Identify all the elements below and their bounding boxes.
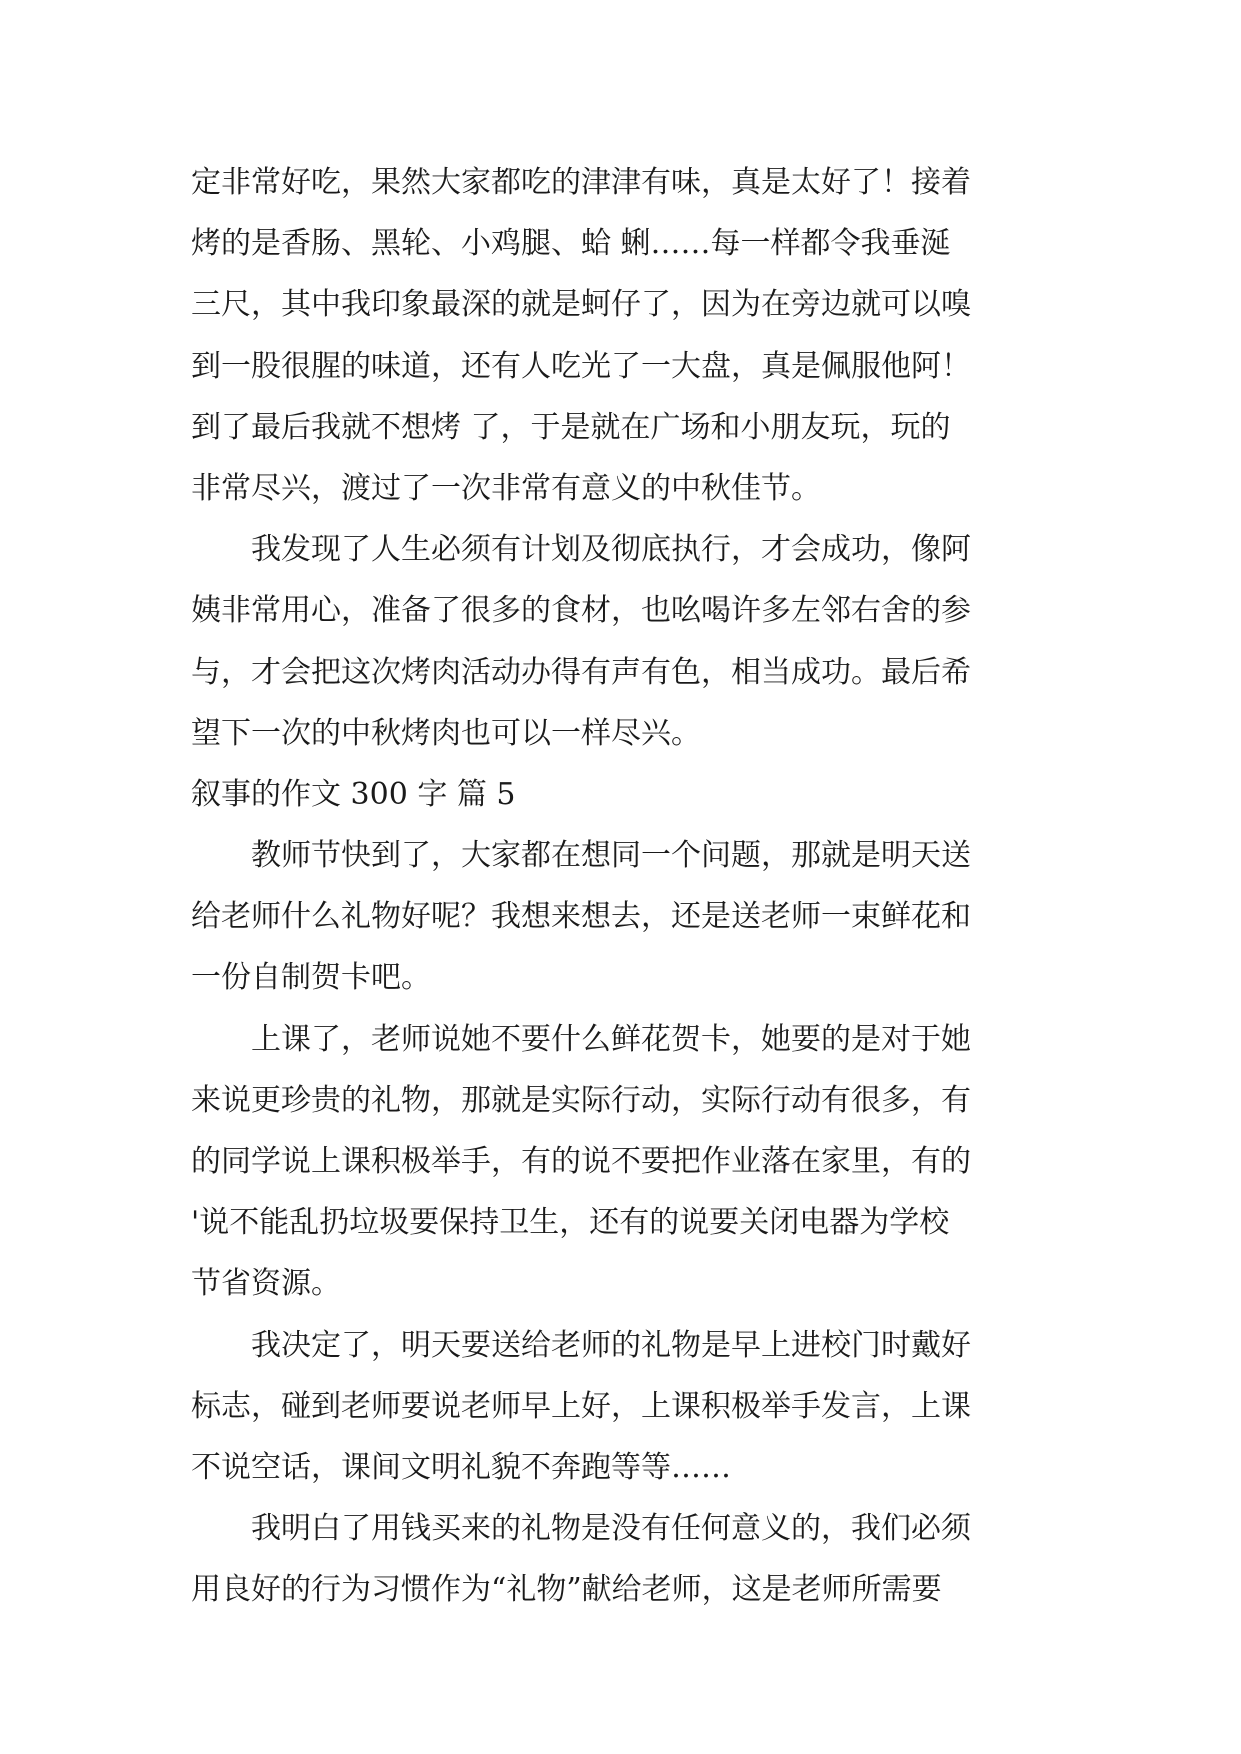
paragraph-first-line: 上课了，老师说她不要什么鲜花贺卡，她要的是对于她 (251, 1021, 971, 1057)
text-line: '说不能乱扔垃圾要保持卫生，还有的说要关闭电器为学校 (191, 1205, 950, 1241)
paragraph-first-line: 我明白了用钱买来的礼物是没有任何意义的，我们必须 (251, 1511, 971, 1547)
text-line: 一份自制贺卡吧。 (191, 960, 431, 996)
text-line: 到一股很腥的味道，还有人吃光了一大盘，真是佩服他阿！ (191, 348, 971, 384)
text-line: 不说空话，课间文明礼貌不奔跑等等…… (191, 1449, 731, 1485)
text-line: 节省资源。 (191, 1266, 341, 1302)
text-line: 非常尽兴，渡过了一次非常有意义的中秋佳节。 (191, 470, 821, 506)
text-line: 用良好的行为习惯作为“礼物”献给老师，这是老师所需要 (191, 1572, 942, 1608)
text-line: 的同学说上课积极举手，有的说不要把作业落在家里，有的 (191, 1144, 971, 1179)
section-heading: 叙事的作文 300 字 篇 5 (191, 776, 516, 812)
text-line: 三尺，其中我印象最深的就是蚵仔了，因为在旁边就可以嗅 (191, 287, 971, 323)
text-line: 姨非常用心，准备了很多的食材，也吆喝许多左邻右舍的参 (191, 593, 971, 629)
text-line: 与，才会把这次烤肉活动办得有声有色，相当成功。最后希 (191, 654, 971, 690)
text-line: 望下一次的中秋烤肉也可以一样尽兴。 (191, 715, 701, 751)
text-line: 定非常好吃，果然大家都吃的津津有味，真是太好了！接着 (191, 165, 971, 200)
document-body (191, 152, 1051, 1621)
text-line: 给老师什么礼物好呢？我想来想去，还是送老师一束鲜花和 (191, 899, 971, 935)
paragraph-first-line: 教师节快到了，大家都在想同一个问题，那就是明天送 (251, 838, 971, 874)
paragraph-first-line: 我发现了人生必须有计划及彻底执行，才会成功，像阿 (251, 532, 971, 568)
text-line: 到了最后我就不想烤 了，于是就在广场和小朋友玩，玩的 (191, 409, 951, 445)
paragraph-first-line: 我决定了，明天要送给老师的礼物是早上进校门时戴好 (251, 1327, 971, 1363)
text-line: 标志，碰到老师要说老师早上好，上课积极举手发言，上课 (191, 1388, 971, 1424)
text-line: 来说更珍贵的礼物，那就是实际行动，实际行动有很多，有 (191, 1082, 971, 1118)
text-line: 烤的是香肠、黑轮、小鸡腿、蛤 蜊……每一样都令我垂涎 (191, 226, 951, 262)
